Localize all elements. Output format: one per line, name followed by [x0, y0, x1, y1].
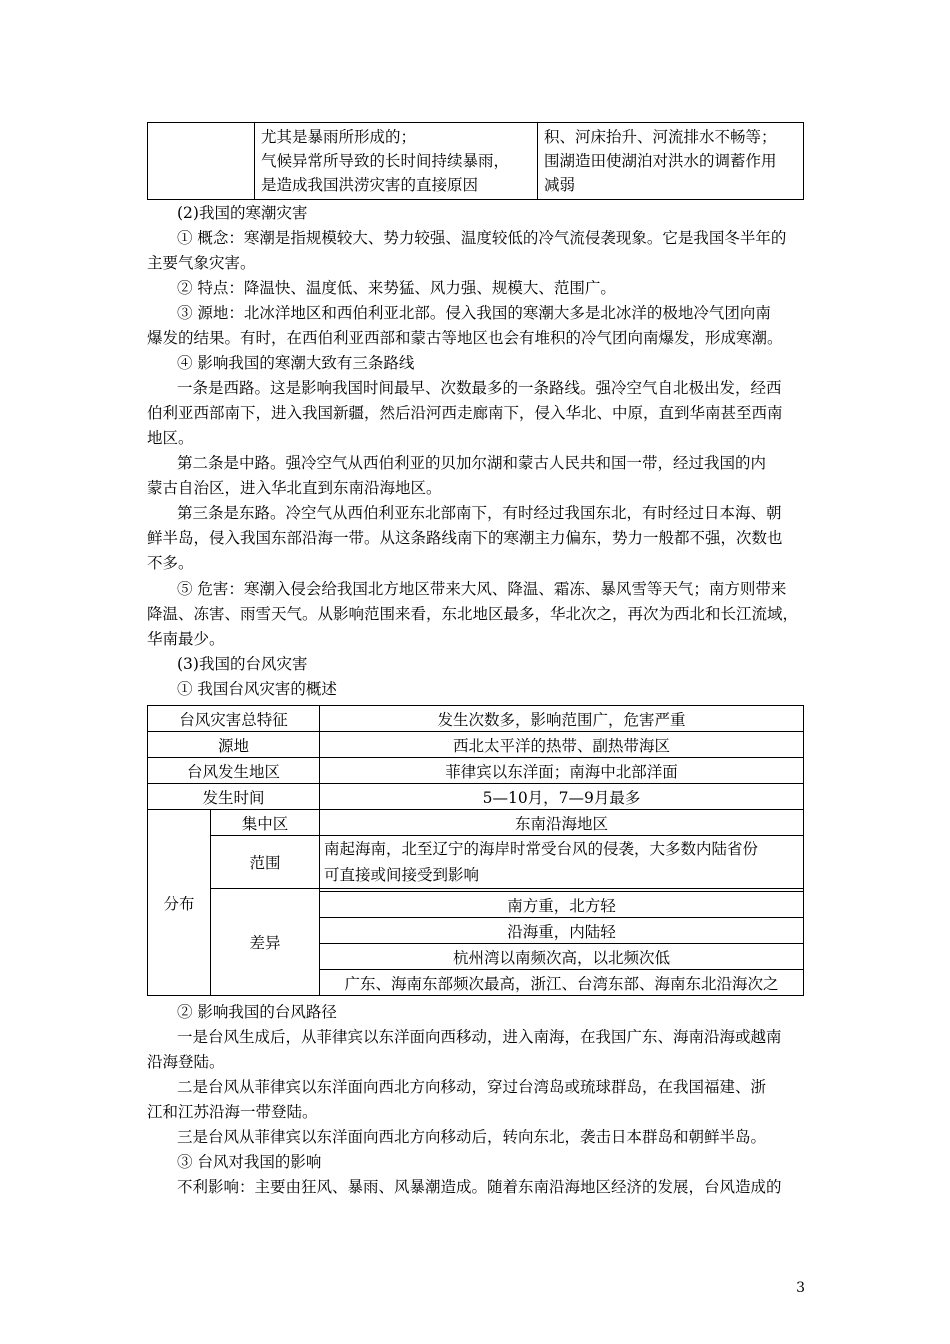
subsection-heading: ② 影响我国的台风路径	[177, 1003, 337, 1021]
table-cell-range	[320, 836, 804, 889]
table-cell: 集中区	[211, 810, 320, 836]
paragraph-line: 一条是西路。这是影响我国时间最早、次数最多的一条路线。强冷空气自北极出发，经西	[177, 379, 782, 397]
table-cell: 发生时间	[148, 784, 320, 810]
table-cell: 广东、海南东部频次最高，浙江、台湾东部、海南东北沿海次之	[320, 970, 804, 996]
table-cell: 台风灾害总特征	[148, 706, 320, 732]
paragraph-line: 二是台风从菲律宾以东洋面向西北方向移动，穿过台湾岛或琉球群岛，在我国福建、浙	[177, 1078, 767, 1096]
paragraph-line: 不多。	[147, 554, 194, 572]
table-cell-distribution: 分布	[148, 810, 211, 996]
paragraph-line: ③ 台风对我国的影响	[177, 1153, 322, 1171]
section-heading: (3)我国的台风灾害	[177, 655, 308, 673]
page-number: 3	[796, 1280, 805, 1296]
table-cell: 沿海重，内陆轻	[320, 918, 804, 944]
paragraph-line: 蒙古自治区，进入华北直到东南沿海地区。	[147, 479, 442, 497]
table-cell: 源地	[148, 732, 320, 758]
subsection-heading: ① 我国台风灾害的概述	[177, 680, 337, 698]
table-text: 围湖造田使湖泊对洪水的调蓄作用	[544, 152, 777, 170]
table-cell-human-cause	[538, 123, 804, 200]
paragraph-line: 第三条是东路。冷空气从西伯利亚东北部南下，有时经过我国东北，有时经过日本海、朝	[177, 504, 782, 522]
paragraph-line: 江和江苏沿海一带登陆。	[147, 1103, 318, 1121]
table-cell: 菲律宾以东洋面；南海中北部洋面	[320, 758, 804, 784]
paragraph-line: ① 概念：寒潮是指规模较大、势力较强、温度较低的冷气流侵袭现象。它是我国冬半年的	[177, 229, 787, 247]
table-cell: 范围	[211, 836, 320, 889]
paragraph-line: 鲜半岛，侵入我国东部沿海一带。从这条路线南下的寒潮主力偏东，势力一般都不强，次数也	[147, 529, 783, 547]
table-cell: 南方重，北方轻	[320, 892, 804, 918]
table-text: 减弱	[544, 176, 576, 194]
paragraph-line: ④ 影响我国的寒潮大致有三条路线	[177, 354, 415, 372]
flood-cause-table	[147, 122, 804, 200]
table-text: 南起海南，北至辽宁的海岸时常受台风的侵袭，大多数内陆省份	[324, 840, 759, 858]
table-cell: 台风发生地区	[148, 758, 320, 784]
table-text: 积、河床抬升、河流排水不畅等；	[544, 128, 777, 146]
table-cell: 5—10月，7—9月最多	[320, 784, 804, 810]
table-text: 是造成我国洪涝灾害的直接原因	[261, 176, 479, 194]
paragraph-line: 爆发的结果。有时，在西伯利亚西部和蒙古等地区也会有堆积的冷气团向南爆发，形成寒潮。	[147, 329, 783, 347]
paragraph-line: ② 特点：降温快、温度低、来势猛、风力强、规模大、范围广。	[177, 279, 616, 297]
paragraph-line: 地区。	[147, 429, 194, 447]
paragraph-line: ⑤ 危害：寒潮入侵会给我国北方地区带来大风、降温、霜冻、暴风雪等天气；南方则带来	[177, 580, 787, 598]
table-cell: 东南沿海地区	[320, 810, 804, 836]
typhoon-overview-table	[147, 705, 804, 996]
table-cell: 差异	[211, 889, 320, 996]
paragraph-line: 第二条是中路。强冷空气从西伯利亚的贝加尔湖和蒙古人民共和国一带，经过我国的内	[177, 454, 767, 472]
paragraph-line: 沿海登陆。	[147, 1053, 225, 1071]
paragraph-line: 一是台风生成后，从菲律宾以东洋面向西移动，进入南海，在我国广东、海南沿海或越南	[177, 1028, 782, 1046]
paragraph-line: 三是台风从菲律宾以东洋面向西北方向移动后，转向东北，袭击日本群岛和朝鲜半岛。	[177, 1128, 767, 1146]
table-cell: 发生次数多，影响范围广，危害严重	[320, 706, 804, 732]
paragraph-line: ③ 源地：北冰洋地区和西伯利亚北部。侵入我国的寒潮大多是北冰洋的极地冷气团向南	[177, 304, 771, 322]
table-cell: 西北太平洋的热带、副热带海区	[320, 732, 804, 758]
table-text: 尤其是暴雨所形成的；	[261, 128, 417, 146]
table-cell: 杭州湾以南频次高，以北频次低	[320, 944, 804, 970]
paragraph-line: 伯利亚西部南下，进入我国新疆，然后沿河西走廊南下，侵入华北、中原，直到华南甚至西南	[147, 404, 783, 422]
section-heading: (2)我国的寒潮灾害	[177, 204, 308, 222]
table-cell-empty	[148, 123, 255, 200]
table-text: 可直接或间接受到影响	[324, 866, 480, 884]
paragraph-line: 华南最少。	[147, 630, 225, 648]
paragraph-line: 不利影响：主要由狂风、暴雨、风暴潮造成。随着东南沿海地区经济的发展，台风造成的	[177, 1178, 782, 1196]
paragraph-line: 主要气象灾害。	[147, 254, 256, 272]
table-text: 气候异常所导致的长时间持续暴雨，	[261, 152, 510, 170]
paragraph-line: 降温、冻害、雨雪天气。从影响范围来看，东北地区最多，华北次之，再次为西北和长江流域，	[147, 605, 799, 623]
table-cell-natural-cause	[255, 123, 538, 200]
